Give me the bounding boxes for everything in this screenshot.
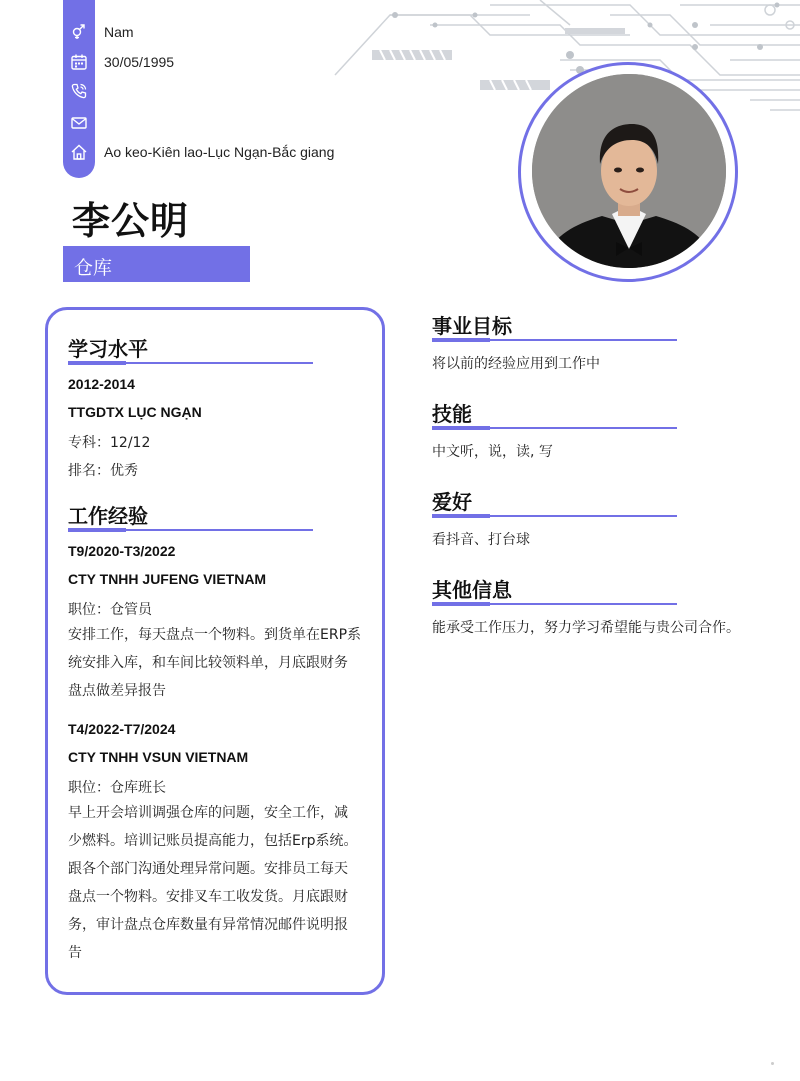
experience-title: 工作经验 bbox=[68, 504, 148, 528]
experience-position: 职位：仓库班长 bbox=[68, 780, 166, 796]
address-text: Ao keo-Kiên lao-Lục Ngạn-Bắc giang bbox=[104, 144, 335, 160]
section-divider-accent bbox=[68, 361, 126, 365]
section-divider-accent bbox=[432, 514, 490, 518]
experience-position: 职位：仓管员 bbox=[68, 602, 152, 618]
experience-period: T4/2022-T7/2024 bbox=[68, 721, 176, 737]
candidate-name: 李公明 bbox=[72, 199, 190, 243]
phone-icon bbox=[70, 82, 88, 100]
job-title: 仓库 bbox=[74, 257, 113, 279]
experience-company: CTY TNHH JUFENG VIETNAM bbox=[68, 571, 267, 587]
section-divider-accent bbox=[432, 426, 490, 430]
hobbies-text: 看抖音、打台球 bbox=[432, 532, 530, 548]
objective-text: 将以前的经验应用到工作中 bbox=[432, 356, 600, 372]
experience-company: CTY TNHH VSUN VIETNAM bbox=[68, 749, 249, 765]
other-info-text: 能承受工作压力，努力学习希望能与贵公司合作。 bbox=[432, 620, 740, 636]
profile-photo bbox=[532, 74, 726, 268]
education-rank: 排名：优秀 bbox=[68, 463, 138, 479]
calendar-icon bbox=[70, 53, 88, 71]
section-divider-accent bbox=[68, 528, 126, 532]
gender-text: Nam bbox=[104, 24, 134, 40]
experience-period: T9/2020-T3/2022 bbox=[68, 543, 176, 559]
section-divider-accent bbox=[432, 602, 490, 606]
objective-title: 事业目标 bbox=[432, 314, 512, 338]
page-dot bbox=[771, 1062, 774, 1065]
section-divider-accent bbox=[432, 338, 490, 342]
hobbies-title: 爱好 bbox=[432, 490, 472, 514]
skills-title: 技能 bbox=[432, 402, 472, 426]
experience-description: 早上开会培训调强仓库的问题，安全工作，减 少燃料。培训记账员提高能力，包括Erp系统。 跟各个部门沟通处理异常问题。安排员工每天 盘点一个物料。安排叉车工收发货。月底跟财 务，审计盘点仓库数量有异常情况邮件说明报 告 bbox=[68, 805, 358, 961]
experience-description: 安排工作，每天盘点一个物料。到货单在ERP系 统安排入库，和车间比较领料单，月底跟财务 盘点做差异报告 bbox=[68, 627, 362, 699]
other-info-title: 其他信息 bbox=[432, 578, 512, 602]
education-title: 学习水平 bbox=[68, 337, 148, 361]
education-school: TTGDTX LỤC NGẠN bbox=[68, 404, 202, 420]
gender-icon bbox=[70, 22, 88, 40]
education-period: 2012-2014 bbox=[68, 376, 135, 392]
birthdate-text: 30/05/1995 bbox=[104, 54, 175, 70]
email-icon bbox=[70, 114, 88, 132]
home-icon bbox=[70, 143, 88, 161]
skills-text: 中文听，说，读, 写 bbox=[432, 444, 553, 460]
education-major: 专科：12/12 bbox=[68, 435, 151, 451]
